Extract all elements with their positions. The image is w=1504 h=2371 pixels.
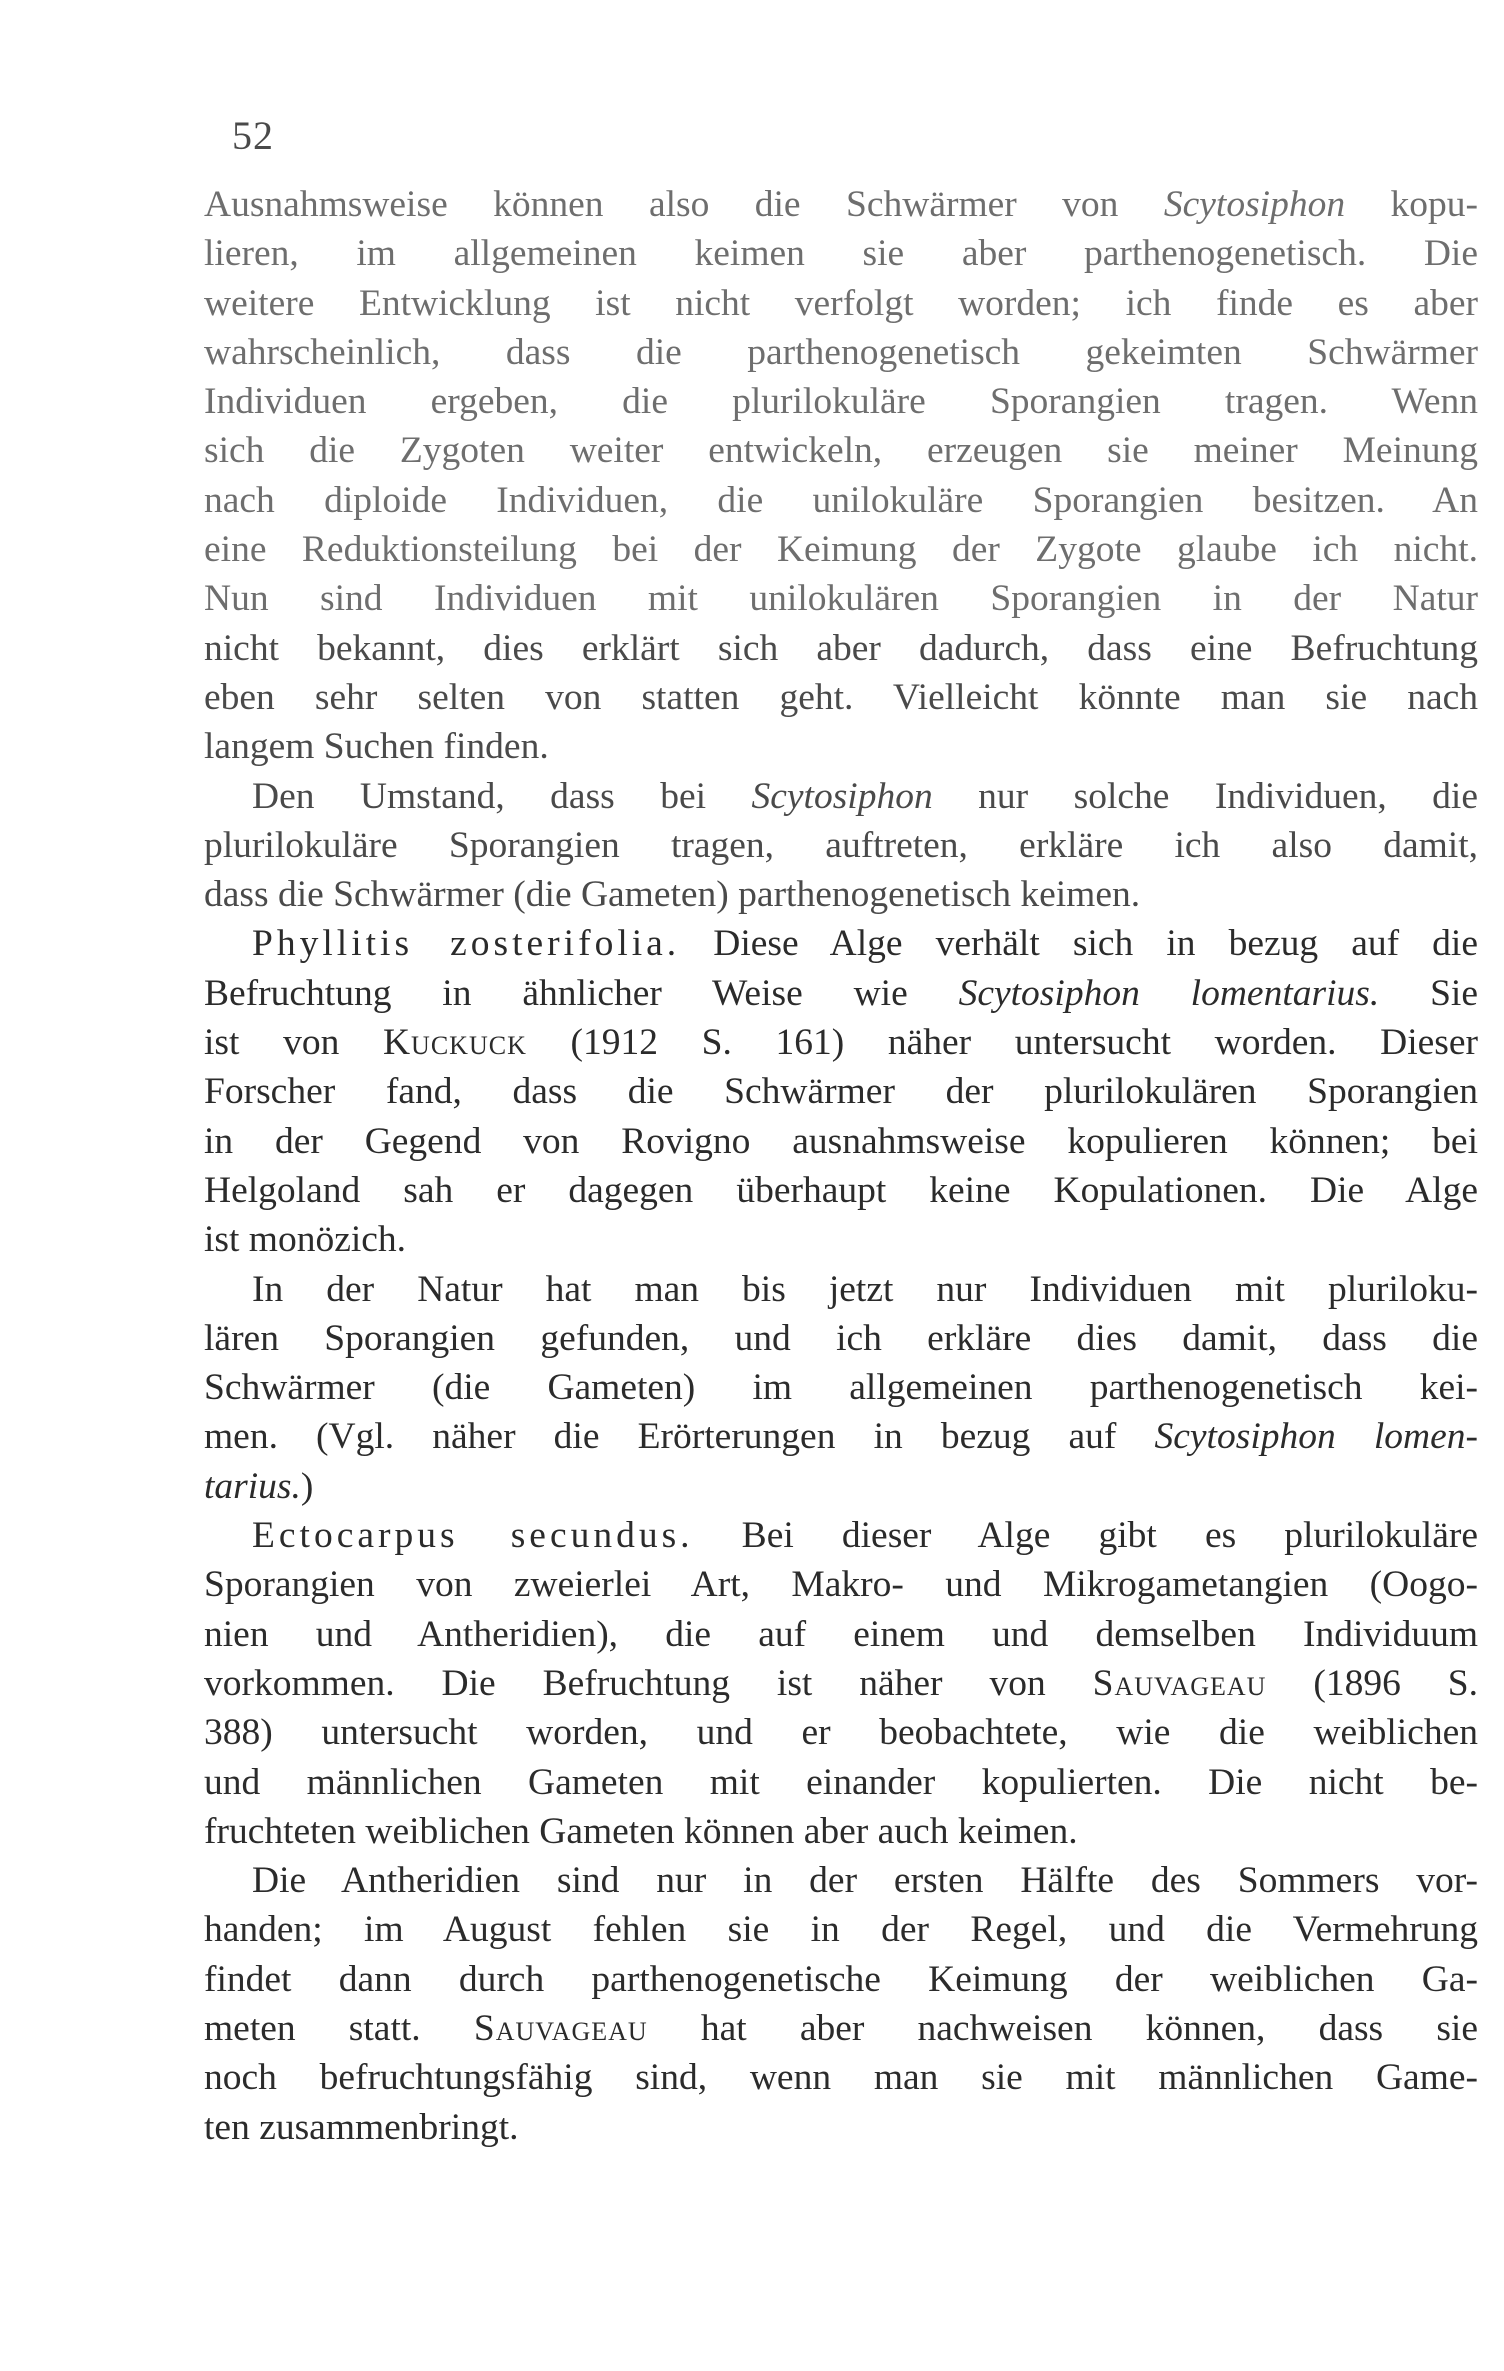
- text-segment: (1912 S. 161) näher untersucht worden. Dieser: [526, 1022, 1478, 1064]
- text-segment: Sauvageau: [473, 2007, 648, 2049]
- text-segment: Sie: [1379, 972, 1478, 1014]
- text-segment: findet dann durch parthenogenetische Keimung der weiblichen Ga-: [204, 1958, 1478, 2000]
- text-segment: Ectocarpus secundus.: [252, 1515, 694, 1557]
- text-line: [204, 919, 1478, 968]
- text-line: [204, 426, 1478, 475]
- text-segment: langem Suchen finden.: [204, 726, 549, 768]
- text-segment: lieren, im allgemeinen keimen sie aber parthenogenetisch. Die: [204, 233, 1478, 275]
- text-line: [204, 1659, 1478, 1708]
- text-segment: ): [300, 1465, 314, 1507]
- text-line: [204, 1117, 1478, 1166]
- text-line: [204, 1511, 1478, 1560]
- text-segment: In der Natur hat man bis jetzt nur Individuen mit pluriloku-: [252, 1268, 1478, 1310]
- text-segment: lären Sporangien gefunden, und ich erkläre dies damit, dass die: [204, 1317, 1478, 1359]
- text-segment: tarius.: [204, 1465, 301, 1507]
- text-segment: Sporangien von zweierlei Art, Makro- und Mikrogametangien (Oogo-: [204, 1564, 1478, 1606]
- text-segment: Kuckuck: [382, 1022, 527, 1064]
- text-line: [204, 870, 1478, 919]
- text-segment: handen; im August fehlen sie in der Regel, und die Vermehrung: [204, 1909, 1478, 1951]
- text-line: [204, 1462, 1478, 1511]
- text-line: [204, 2053, 1478, 2102]
- text-line: [204, 821, 1478, 870]
- text-segment: Diese Alge verhält sich in bezug auf die: [680, 923, 1478, 965]
- text-segment: nicht bekannt, dies erklärt sich aber dadurch, dass eine Befruchtung: [204, 627, 1478, 669]
- text-line: [204, 525, 1478, 574]
- text-line: [204, 2004, 1478, 2053]
- text-segment: Scytosiphon lomen-: [1154, 1416, 1478, 1458]
- text-line: [204, 229, 1478, 278]
- text-line: [204, 279, 1478, 328]
- text-segment: nur solche Individuen, die: [932, 775, 1478, 817]
- text-segment: ist monözich.: [204, 1219, 407, 1261]
- text-line: [204, 1708, 1478, 1757]
- text-line: [204, 673, 1478, 722]
- text-line: [204, 1265, 1478, 1314]
- text-line: [204, 1412, 1478, 1461]
- text-segment: hat aber nachweisen können, dass sie: [647, 2007, 1478, 2049]
- text-segment: Phyllitis zosterifolia.: [252, 923, 681, 965]
- text-line: [204, 1758, 1478, 1807]
- text-line: [204, 377, 1478, 426]
- text-line: [204, 1807, 1478, 1856]
- text-line: [204, 1018, 1478, 1067]
- text-line: [204, 1166, 1478, 1215]
- text-segment: 388) untersucht worden, und er beobachtete, wie die weiblichen: [204, 1712, 1478, 1754]
- text-line: [204, 772, 1478, 821]
- text-segment: Scytosiphon lomentarius.: [958, 972, 1380, 1014]
- text-line: [204, 1856, 1478, 1905]
- text-line: [204, 2103, 1478, 2152]
- text-segment: Sauvageau: [1092, 1662, 1267, 1704]
- text-line: [204, 1955, 1478, 2004]
- text-segment: dass die Schwärmer (die Gameten) parthenogenetisch keimen.: [204, 874, 1141, 916]
- text-segment: nien und Antheridien), die auf einem und demselben Individuum: [204, 1613, 1478, 1655]
- text-segment: ten zusammenbringt.: [204, 2106, 519, 2148]
- text-segment: Ausnahmsweise können also die Schwärmer von: [204, 184, 1164, 225]
- text-segment: und männlichen Gameten mit einander kopulierten. Die nicht be-: [204, 1761, 1478, 1803]
- text-line: [204, 1363, 1478, 1412]
- text-segment: Scytosiphon: [751, 775, 933, 817]
- text-segment: Schwärmer (die Gameten) im allgemeinen parthenogenetisch kei-: [204, 1367, 1478, 1409]
- text-segment: Bei dieser Alge gibt es plurilokuläre: [693, 1515, 1478, 1557]
- text-segment: kopu-: [1345, 184, 1478, 225]
- text-line: [204, 1067, 1478, 1116]
- text-line: [204, 1215, 1478, 1264]
- body-text: [204, 180, 1478, 2152]
- text-segment: eben sehr selten von statten geht. Vielleicht könnte man sie nach: [204, 676, 1478, 718]
- text-line: [204, 1905, 1478, 1954]
- text-segment: eine Reduktionsteilung bei der Keimung der Zygote glaube ich nicht.: [204, 529, 1478, 571]
- text-segment: nach diploide Individuen, die unilokuläre Sporangien besitzen. An: [204, 479, 1478, 521]
- text-line: [204, 624, 1478, 673]
- text-segment: plurilokuläre Sporangien tragen, auftreten, erkläre ich also damit,: [204, 824, 1478, 866]
- text-line: [204, 476, 1478, 525]
- text-segment: Den Umstand, dass bei: [252, 775, 752, 817]
- text-segment: noch befruchtungsfähig sind, wenn man sie mit männlichen Game-: [204, 2057, 1478, 2099]
- text-segment: Helgoland sah er dagegen überhaupt keine Kopulationen. Die Alge: [204, 1169, 1478, 1211]
- text-segment: fruchteten weiblichen Gameten können aber auch keimen.: [204, 1810, 1078, 1852]
- text-segment: Individuen ergeben, die plurilokuläre Sporangien tragen. Wenn: [204, 381, 1478, 423]
- text-segment: Scytosiphon: [1163, 184, 1346, 225]
- text-segment: men. (Vgl. näher die Erörterungen in bezug auf: [204, 1416, 1155, 1458]
- text-segment: meten statt.: [204, 2007, 474, 2049]
- text-segment: Befruchtung in ähnlicher Weise wie: [204, 972, 959, 1014]
- text-line: [204, 1560, 1478, 1609]
- text-line: [204, 1610, 1478, 1659]
- text-segment: Forscher fand, dass die Schwärmer der plurilokulären Sporangien: [204, 1071, 1478, 1113]
- text-segment: weitere Entwicklung ist nicht verfolgt worden; ich finde es aber: [204, 282, 1478, 324]
- text-segment: vorkommen. Die Befruchtung ist näher von: [204, 1662, 1093, 1704]
- text-line: [204, 574, 1478, 623]
- text-segment: wahrscheinlich, dass die parthenogenetisch gekeimten Schwärmer: [204, 331, 1478, 373]
- text-line: [204, 180, 1478, 229]
- text-line: [204, 1314, 1478, 1363]
- text-segment: ist von: [204, 1022, 383, 1064]
- text-segment: Die Antheridien sind nur in der ersten Hälfte des Sommers vor-: [252, 1860, 1478, 1902]
- text-line: [204, 328, 1478, 377]
- text-segment: Nun sind Individuen mit unilokulären Sporangien in der Natur: [204, 578, 1478, 620]
- text-line: [204, 722, 1478, 771]
- text-segment: sich die Zygoten weiter entwickeln, erzeugen sie meiner Meinung: [204, 430, 1478, 472]
- text-segment: in der Gegend von Rovigno ausnahmsweise kopulieren können; bei: [204, 1120, 1478, 1162]
- text-segment: (1896 S.: [1266, 1662, 1478, 1704]
- text-line: [204, 969, 1478, 1018]
- page-number: 52: [232, 113, 274, 158]
